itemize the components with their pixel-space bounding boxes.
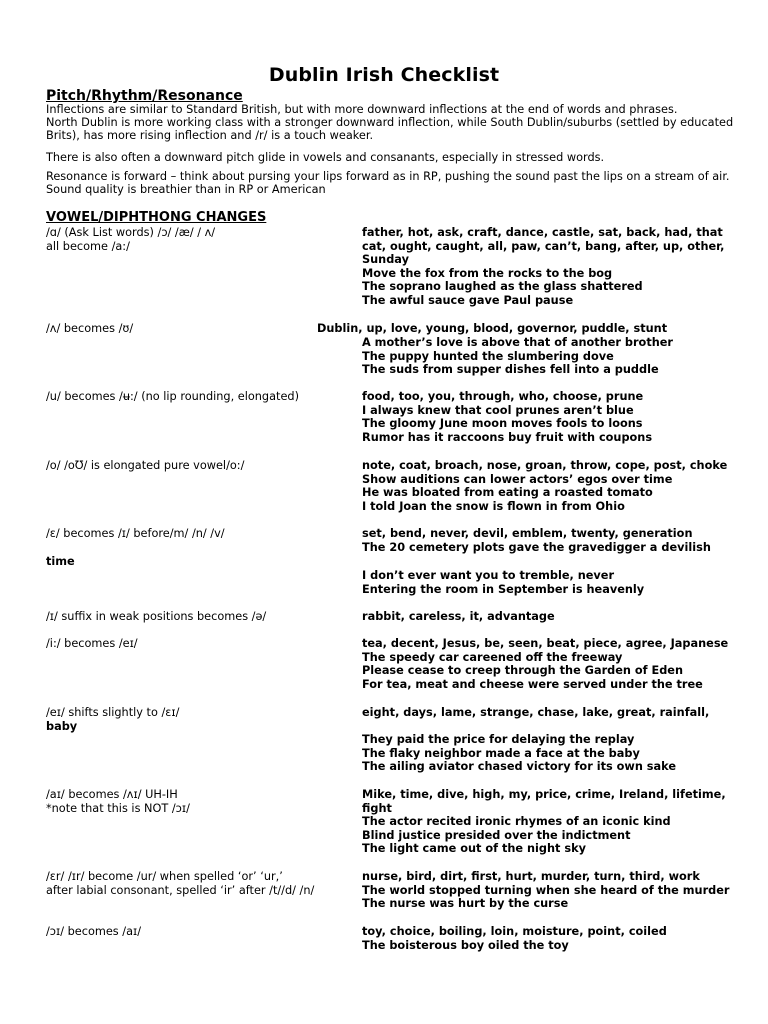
section-examples	[362, 226, 762, 308]
rule-line: /ʌ/ becomes /ʊ/	[46, 322, 134, 335]
pitch-heading: Pitch/Rhythm/Resonance	[46, 88, 243, 104]
rule-line: /ɑ/ (Ask List words) /ɔ/ /æ/ / ʌ/	[46, 226, 216, 239]
section-left	[46, 706, 179, 720]
example-line: The light came out of the night sky	[362, 842, 586, 856]
page-title: Dublin Irish Checklist	[268, 64, 500, 86]
example-line: The flaky neighbor made a face at the baby	[362, 746, 640, 760]
section-left	[46, 322, 133, 336]
example-line: Rumor has it raccoons buy fruit with coupons	[362, 430, 653, 444]
rule-line: /ɪ/ suffix in weak positions becomes /ə/	[46, 610, 267, 623]
rule-line: /i:/ becomes /eɪ/	[46, 637, 138, 650]
wrapped-word: baby	[46, 720, 78, 733]
section-examples	[362, 706, 762, 720]
section-examples	[362, 336, 762, 377]
section-examples	[362, 637, 762, 691]
rule-line: /u/ becomes /ʉ:/ (no lip rounding, elongated)	[46, 390, 299, 403]
rule-line: *note that this is NOT /ɔɪ/	[46, 801, 190, 815]
example-line: Sunday	[362, 253, 409, 267]
rule-line: all become /a:/	[46, 239, 130, 253]
pitch-line: North Dublin is more working class with a stronger downward inflection, while South Dublin/suburbs (settled by educated	[46, 116, 734, 129]
section-examples	[362, 459, 762, 513]
example-line: The awful sauce gave Paul pause	[362, 293, 574, 307]
resonance-line: Resonance is forward – think about pursing your lips forward as in RP, pushing the sound past the lips on a stream of air.	[46, 170, 730, 183]
section-left	[46, 390, 299, 404]
section-left	[46, 637, 138, 651]
section-examples	[362, 870, 762, 911]
section-examples	[362, 569, 762, 596]
example-line: The gloomy June moon moves fools to loons	[362, 417, 643, 431]
section-left	[46, 788, 190, 815]
example-line: The boisterous boy oiled the toy	[362, 938, 569, 952]
vowel-heading: VOWEL/DIPHTHONG CHANGES	[46, 210, 267, 225]
example-line: Please cease to creep through the Garden of Eden	[362, 664, 683, 678]
example-line: tea, decent, Jesus, be, seen, beat, piece, agree, Japanese	[362, 637, 729, 650]
pitch-line: Inflections are similar to Standard British, but with more downward inflections at the end of words and phrases.	[46, 103, 678, 116]
rule-line: /ɛ/ becomes /ɪ/ before/m/ /n/ /v/	[46, 527, 225, 540]
example-line: fight	[362, 801, 392, 815]
section-left	[46, 226, 215, 253]
example-line: The suds from supper dishes fell into a puddle	[362, 363, 659, 377]
example-line: The ailing aviator chased victory for its own sake	[362, 760, 677, 774]
example-line: The 20 cemetery plots gave the gravedigger a devilish	[362, 540, 711, 554]
glide-line: There is also often a downward pitch glide in vowels and consanants, especially in stressed words.	[46, 151, 605, 164]
section-examples	[362, 527, 762, 554]
pitch-paragraph	[46, 103, 746, 142]
rule-line: after labial consonant, spelled ‘ir’ after /t//d/ /n/	[46, 883, 315, 897]
section-examples	[362, 925, 762, 952]
example-line: The nurse was hurt by the curse	[362, 897, 569, 911]
example-line: I don’t ever want you to tremble, never	[362, 569, 615, 582]
rule-line: /aɪ/ becomes /ʌɪ/ UH-IH	[46, 788, 178, 801]
glide-paragraph	[46, 151, 746, 164]
wrapped-word: time	[46, 555, 75, 568]
example-line: father, hot, ask, craft, dance, castle, sat, back, had, that	[362, 226, 723, 239]
example-line: toy, choice, boiling, loin, moisture, point, coiled	[362, 925, 667, 938]
section-left	[46, 527, 225, 541]
section-examples	[362, 788, 762, 856]
pitch-line: Brits), has more rising inflection and /r/ is a touch weaker.	[46, 129, 374, 142]
resonance-line: Sound quality is breathier than in RP or American	[46, 183, 326, 196]
section-left	[46, 870, 314, 897]
example-line: Entering the room in September is heavenly	[362, 582, 645, 596]
example-line: The puppy hunted the slumbering dove	[362, 349, 614, 363]
section-left	[46, 925, 141, 939]
example-line: The speedy car careened off the freeway	[362, 650, 623, 664]
example-line: For tea, meat and cheese were served under the tree	[362, 677, 703, 691]
example-line: A mother’s love is above that of another brother	[362, 336, 673, 349]
example-line: note, coat, broach, nose, groan, throw, cope, post, choke	[362, 459, 728, 472]
example-line: The soprano laughed as the glass shattered	[362, 280, 643, 294]
example-line: Blind justice presided over the indictment	[362, 828, 631, 842]
example-line: He was bloated from eating a roasted tomato	[362, 486, 653, 500]
section-left	[46, 459, 244, 473]
example-line: They paid the price for delaying the replay	[362, 733, 635, 746]
example-line: The actor recited ironic rhymes of an iconic kind	[362, 815, 671, 829]
section-left	[46, 610, 266, 624]
example-line: Show auditions can lower actors’ egos over time	[362, 472, 673, 486]
example-line: Mike, time, dive, high, my, price, crime, Ireland, lifetime,	[362, 788, 726, 801]
example-line: nurse, bird, dirt, first, hurt, murder, turn, third, work	[362, 870, 700, 883]
resonance-paragraph	[46, 170, 746, 196]
example-line: I always knew that cool prunes aren’t blue	[362, 403, 634, 417]
example-line: eight, days, lame, strange, chase, lake, great, rainfall,	[362, 706, 710, 719]
example-line: Move the fox from the rocks to the bog	[362, 266, 613, 280]
section-examples	[362, 390, 762, 444]
rule-line: /ɔɪ/ becomes /aɪ/	[46, 925, 142, 938]
rule-line: /ɛr/ /ɪr/ become /ur/ when spelled ‘or’ ‘ur,’	[46, 870, 283, 883]
example-line: The world stopped turning when she heard of the murder	[362, 883, 730, 897]
rule-line: /o/ /oƱ/ is elongated pure vowel/o:/	[46, 459, 245, 472]
section-examples	[362, 610, 762, 624]
example-line: food, too, you, through, who, choose, prune	[362, 390, 644, 403]
example-line: set, bend, never, devil, emblem, twenty, generation	[362, 527, 693, 540]
rule-line: /eɪ/ shifts slightly to /ɛɪ/	[46, 706, 180, 719]
example-line: Dublin, up, love, young, blood, governor, puddle, stunt	[317, 322, 668, 335]
section-examples	[362, 733, 762, 774]
example-line: I told Joan the snow is flown in from Ohio	[362, 499, 625, 513]
example-line: cat, ought, caught, all, paw, can’t, bang, after, up, other,	[362, 239, 725, 253]
example-line: rabbit, careless, it, advantage	[362, 610, 555, 623]
